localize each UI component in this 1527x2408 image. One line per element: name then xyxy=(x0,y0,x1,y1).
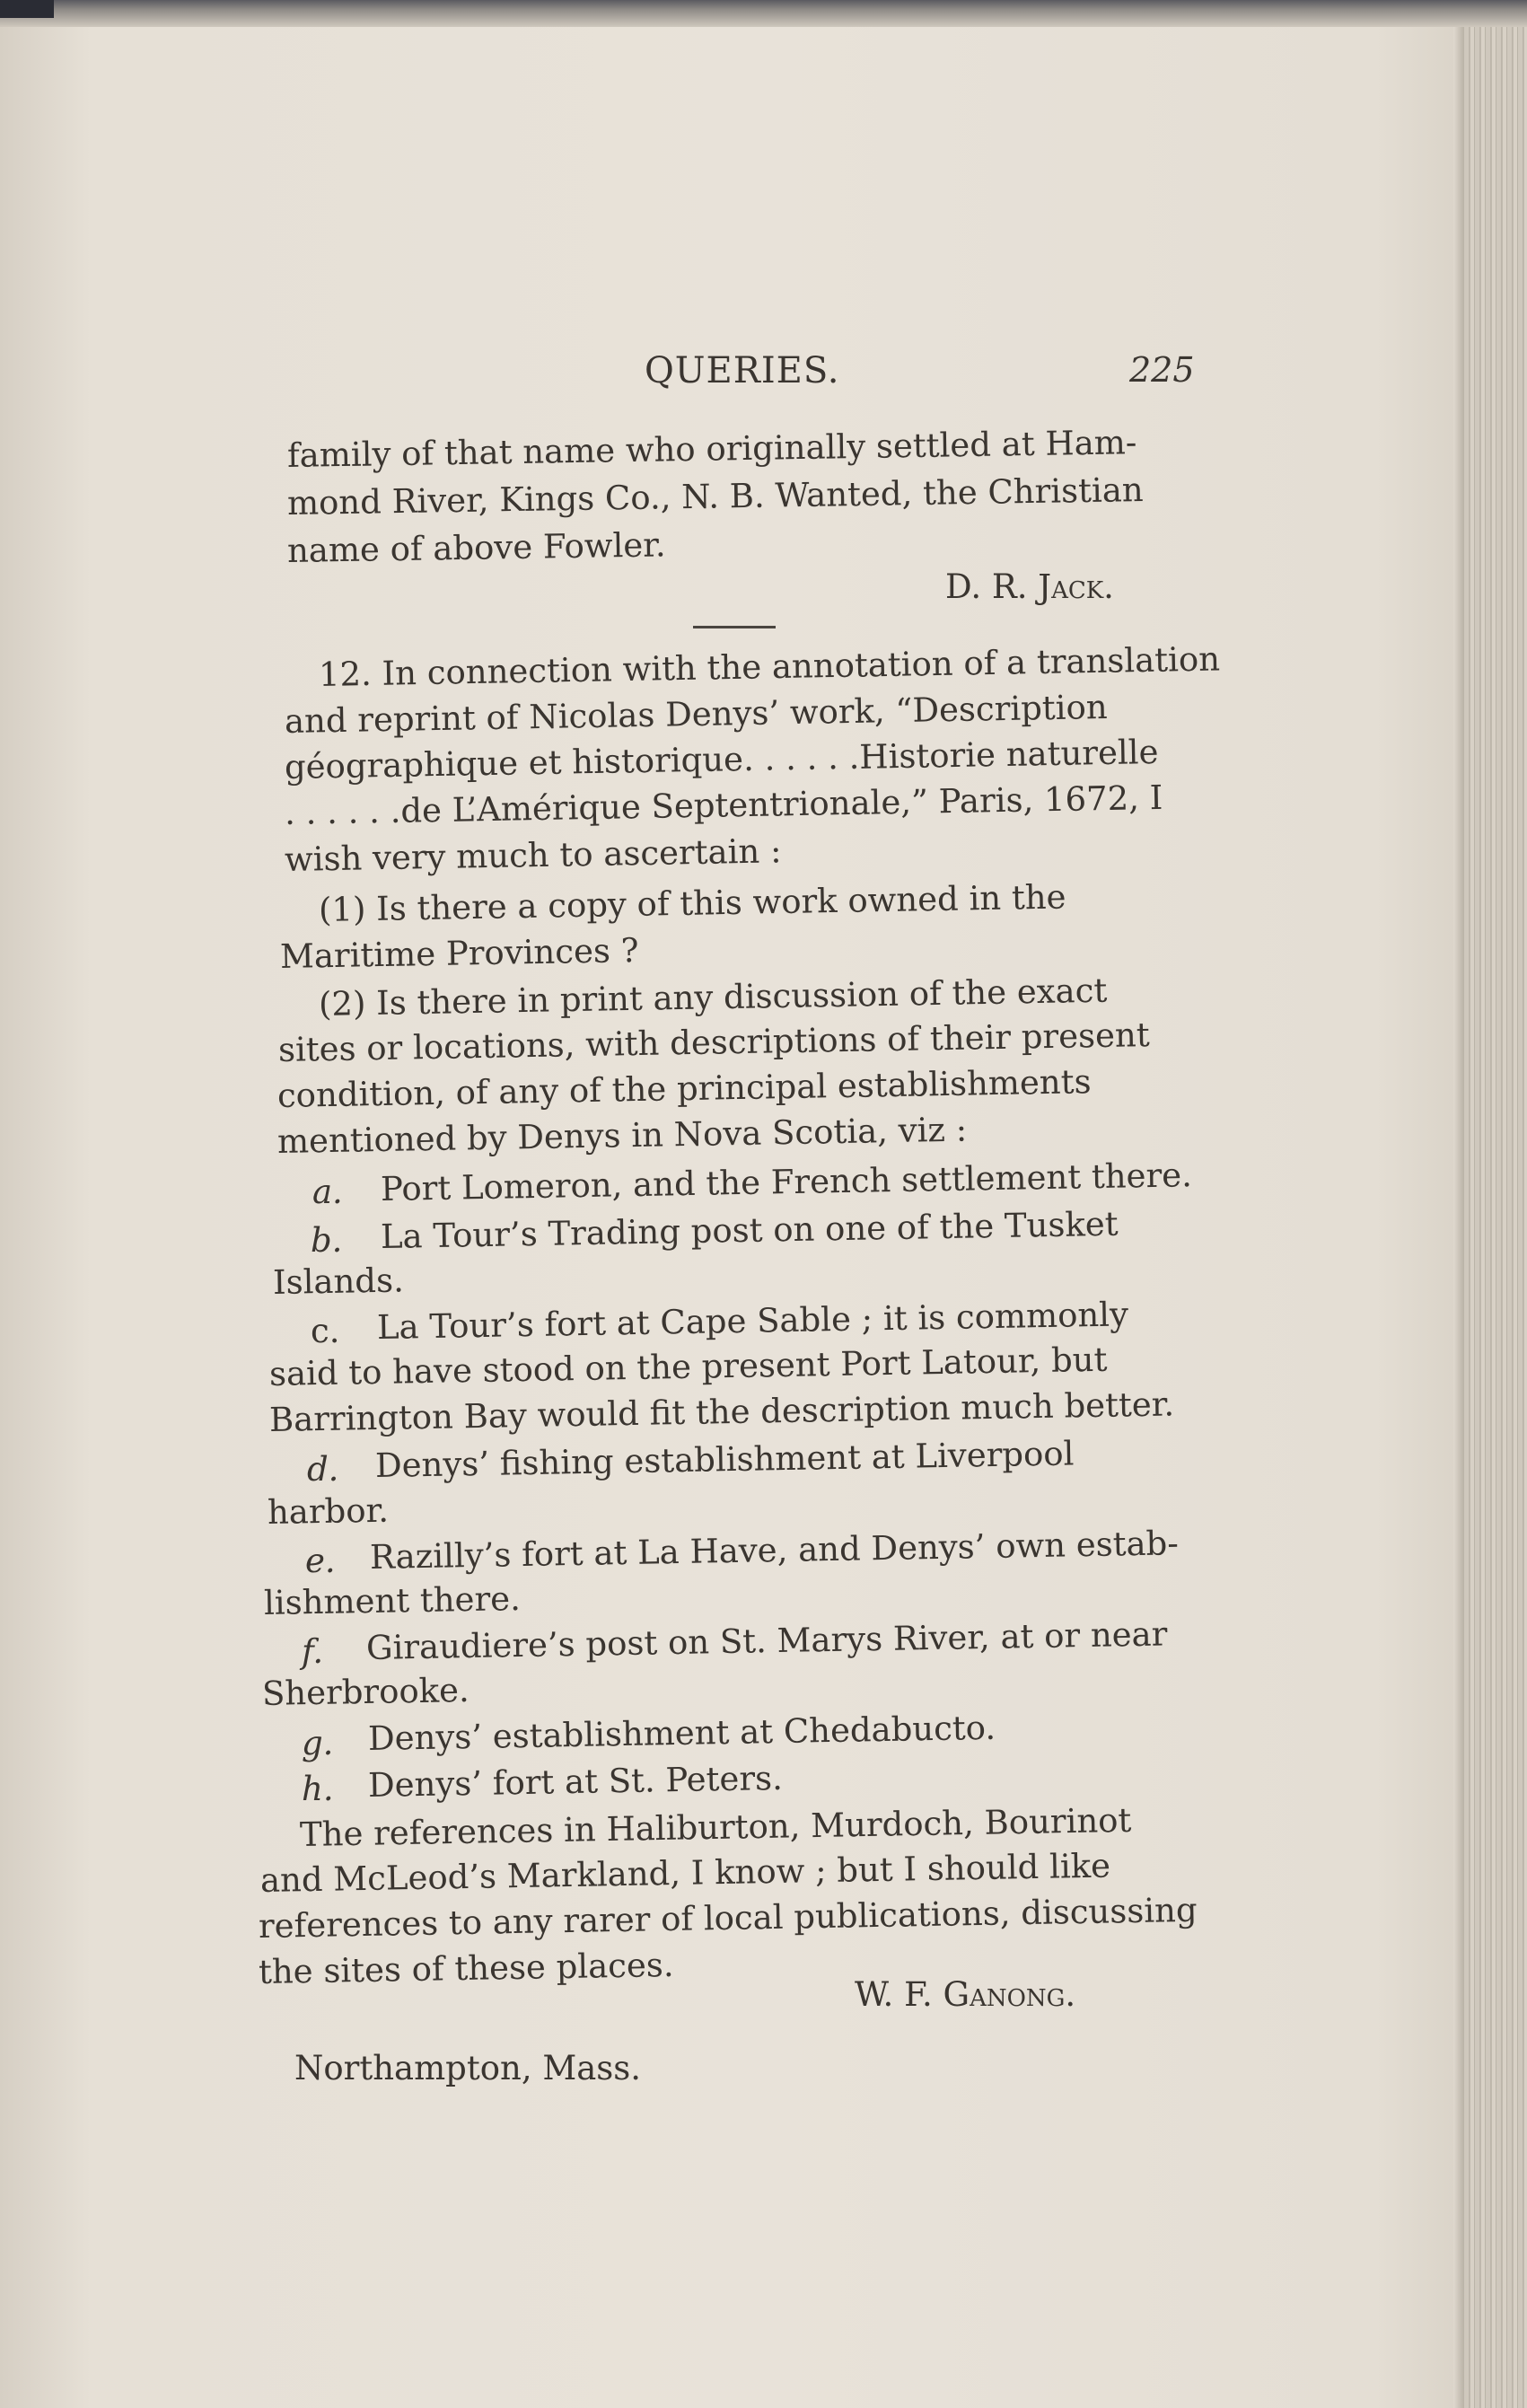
text-line: La Tour’s Trading post on one of the Tusket xyxy=(380,1204,1119,1256)
text-line: and reprint of Nicolas Denys’ work, “Description xyxy=(284,688,1108,741)
item-letter: g. xyxy=(302,1724,334,1762)
signature-jack: D. R. Jack. xyxy=(945,567,1114,606)
text-line: mond River, Kings Co., N. B. Wanted, the Christian xyxy=(286,470,1144,523)
text-line: and McLeod’s Markland, I know ; but I should like xyxy=(259,1846,1111,1900)
text-line: references to any rarer of local publications, discussing xyxy=(258,1890,1198,1946)
text-line: Denys’ fishing establishment at Liverpool xyxy=(374,1434,1075,1485)
text-line: 12. In connection with the annotation of a translation xyxy=(318,639,1221,694)
page-fold xyxy=(1453,27,1464,2408)
item-letter: b. xyxy=(311,1221,343,1260)
text-line: Islands. xyxy=(272,1261,405,1302)
text-line: lishment there. xyxy=(263,1579,522,1622)
text-line: Giraudiere’s post on St. Marys River, at or near xyxy=(365,1614,1168,1667)
text-line: (2) Is there in print any discussion of the exact xyxy=(318,971,1108,1024)
binding-shadow xyxy=(0,0,1527,27)
text-line: (1) Is there a copy of this work owned in the xyxy=(318,877,1066,929)
text-line: condition, of any of the principal establishments xyxy=(276,1062,1092,1115)
text-line: La Tour’s fort at Cape Sable ; it is commonly xyxy=(376,1295,1129,1347)
item-letter: e. xyxy=(305,1542,336,1580)
text-line: wish very much to ascertain : xyxy=(284,831,782,879)
text-line: name of above Fowler. xyxy=(286,525,666,570)
page-edges xyxy=(1464,27,1527,2408)
item-letter: a. xyxy=(312,1173,343,1211)
signature-ganong: W. F. Ganong. xyxy=(855,1975,1076,2014)
text-line: Port Lomeron, and the French settlement there. xyxy=(380,1156,1193,1208)
text-line: sites or locations, with descriptions of their present xyxy=(277,1015,1150,1069)
scan-corner xyxy=(0,0,54,18)
item-letter: c. xyxy=(311,1312,340,1350)
item-letter: d. xyxy=(307,1450,339,1489)
text-line: Razilly’s fort at La Have, and Denys’ own estab- xyxy=(369,1524,1180,1577)
text-line: Maritime Provinces ? xyxy=(279,931,639,976)
section-rule xyxy=(693,626,776,628)
text-line: Barrington Bay would fit the description much better. xyxy=(268,1384,1175,1439)
text-line: the sites of these places. xyxy=(258,1945,674,1991)
text-line: géographique et historique. . . . . .Historie naturelle xyxy=(284,733,1159,787)
item-letter: f. xyxy=(302,1632,324,1671)
place-line: Northampton, Mass. xyxy=(294,2049,642,2087)
page-number: 225 xyxy=(1129,350,1195,390)
text-line: Sherbrooke. xyxy=(261,1670,470,1713)
text-line: The references in Haliburton, Murdoch, Bourinot xyxy=(299,1800,1132,1854)
text-line: mentioned by Denys in Nova Scotia, viz : xyxy=(276,1110,968,1161)
text-line: harbor. xyxy=(267,1490,390,1532)
text-line: Denys’ establishment at Chedabucto. xyxy=(367,1708,996,1758)
item-letter: h. xyxy=(302,1770,334,1808)
text-line: family of that name who originally settled at Ham- xyxy=(286,423,1137,475)
text-line: . . . . . .de L’Amérique Septentrionale,” Paris, 1672, I xyxy=(284,778,1163,832)
text-line: said to have stood on the present Port Latour, but xyxy=(268,1340,1108,1393)
running-head: QUERIES. xyxy=(645,350,840,391)
text-line: Denys’ fort at St. Peters. xyxy=(367,1758,784,1805)
